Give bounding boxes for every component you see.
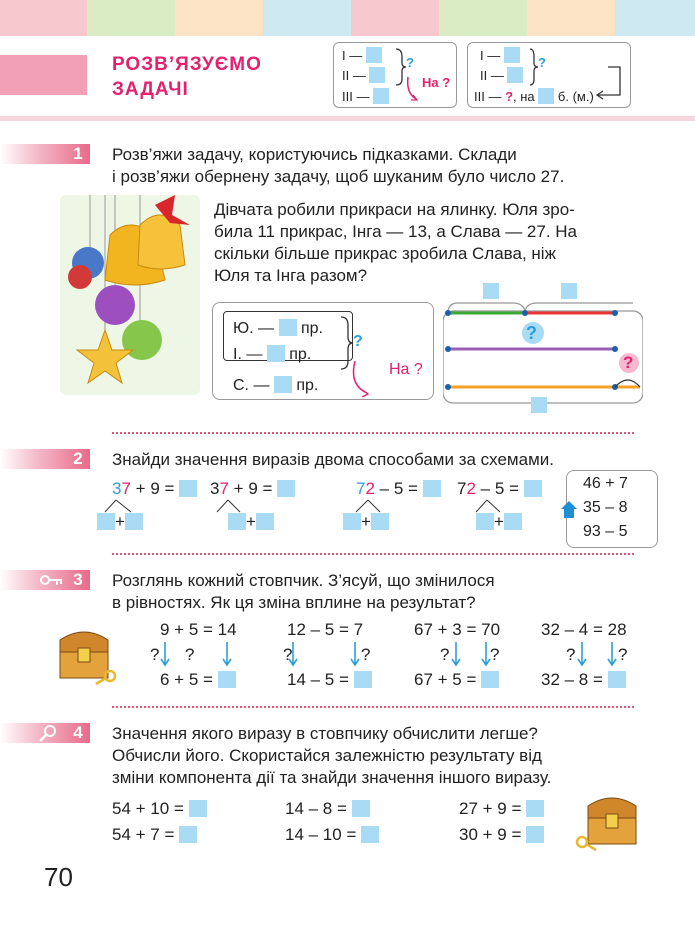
section-title	[112, 52, 262, 102]
expression-text: 6 + 5 =	[160, 670, 213, 689]
answer-box[interactable]	[179, 826, 197, 843]
column-top: 9 + 5 = 14	[160, 620, 237, 639]
problem-line: скільки більше прикрас зробила Слава, ніж	[214, 244, 556, 263]
expression-text: 30 + 9 =	[459, 825, 522, 844]
instruction-line: в рівностях. Як ця зміна вплине на результат?	[112, 593, 476, 612]
column-top: 67 + 3 = 70	[414, 620, 501, 639]
task-4-expression	[285, 799, 370, 819]
expression-text: 14 – 8 =	[285, 799, 347, 818]
scheme2-label: б. (м.)	[557, 89, 594, 104]
answer-box[interactable]	[179, 480, 197, 497]
answer-box[interactable]	[354, 671, 372, 688]
question-mark: ?	[538, 55, 546, 70]
answer-box[interactable]	[504, 513, 522, 530]
na-label: На ?	[389, 361, 423, 378]
christmas-ornaments-image	[60, 195, 200, 395]
task-1-number: 1	[73, 144, 83, 163]
problem-line: била 11 прикрас, Інга — 13, а Слава — 27. На	[214, 222, 578, 241]
top-stripe	[0, 0, 87, 36]
question-mark: ?	[440, 645, 450, 664]
answer-box[interactable]	[352, 800, 370, 817]
side-expression: 35 – 8	[583, 499, 628, 516]
digit: 2	[466, 479, 476, 498]
task-2-side-card	[566, 470, 658, 548]
answer-box[interactable]	[256, 513, 274, 530]
answer-box[interactable]	[481, 671, 499, 688]
plus-sign: +	[494, 512, 504, 531]
task-1-instruction	[112, 144, 672, 188]
question-mark: ?	[406, 55, 414, 70]
house-icon	[560, 500, 578, 520]
column-bottom	[287, 670, 372, 690]
instruction-line: зміни компонента дії та знайди значення іншого виразу.	[112, 768, 552, 787]
side-expression: 46 + 7	[583, 475, 628, 492]
task-4-instruction	[112, 723, 551, 789]
answer-box[interactable]	[608, 671, 626, 688]
scheme-row-yu	[233, 319, 323, 338]
brace-arrow-icon	[528, 47, 628, 103]
answer-box[interactable]	[507, 67, 523, 83]
task-2-expression	[210, 479, 295, 499]
expression-text: – 5 =	[379, 479, 418, 498]
answer-box[interactable]	[277, 480, 295, 497]
expression-text: 14 – 5 =	[287, 670, 349, 689]
answer-box	[561, 283, 577, 299]
digit: 7	[219, 479, 229, 498]
answer-box[interactable]	[228, 513, 246, 530]
top-stripe	[439, 0, 527, 36]
task-4-expression	[112, 799, 207, 819]
task-4-expression	[459, 825, 544, 845]
answer-box[interactable]	[274, 376, 292, 393]
header-rule	[0, 116, 695, 121]
answer-box[interactable]	[189, 800, 207, 817]
answer-box[interactable]	[373, 88, 389, 104]
plus-sign: +	[115, 512, 125, 531]
task-4-expression	[285, 825, 379, 845]
answer-box[interactable]	[125, 513, 143, 530]
scheme-row-s	[233, 376, 318, 395]
question-mark: ?	[566, 645, 576, 664]
split-boxes	[97, 512, 143, 532]
question-mark: ?	[353, 333, 363, 350]
column-bottom	[414, 670, 499, 690]
answer-box[interactable]	[361, 826, 379, 843]
section-title-line1: РОЗВ’ЯЗУЄМО	[112, 54, 262, 75]
digit: 7	[457, 479, 467, 498]
magnifier-icon	[38, 724, 60, 742]
answer-box	[531, 397, 547, 413]
digit: 2	[365, 479, 375, 498]
task-4-expression	[459, 799, 544, 819]
divider	[112, 706, 634, 708]
question-mark: ?	[490, 645, 500, 664]
scheme-card-2	[467, 42, 631, 108]
page-number: 70	[44, 862, 73, 892]
question-mark: ?	[361, 645, 371, 664]
answer-box[interactable]	[423, 480, 441, 497]
treasure-chest-image	[54, 622, 124, 686]
column-bottom	[541, 670, 626, 690]
column-top: 32 – 4 = 28	[541, 620, 627, 639]
column-bottom	[160, 670, 236, 690]
scheme-row-i	[233, 345, 311, 364]
scheme-card-1	[333, 42, 457, 108]
diagram-question-mark: ?	[623, 353, 634, 372]
digit: 7	[356, 479, 366, 498]
na-label: На ?	[422, 75, 451, 90]
scheme1-row2	[342, 67, 385, 83]
task-4-number: 4	[73, 723, 83, 742]
top-stripe	[615, 0, 695, 36]
answer-box[interactable]	[267, 345, 285, 362]
digit: 3	[210, 479, 220, 498]
task-2-expression	[457, 479, 542, 499]
question-mark: ?	[150, 645, 160, 664]
task-3-number: 3	[73, 570, 83, 589]
top-stripe	[351, 0, 439, 36]
scheme1-label: І —	[342, 48, 363, 63]
top-stripe	[527, 0, 615, 36]
answer-box[interactable]	[97, 513, 115, 530]
scheme1-label: ІІ —	[342, 68, 366, 83]
expression-text: 54 + 7 =	[112, 825, 175, 844]
divider	[112, 432, 634, 434]
answer-box[interactable]	[476, 513, 494, 530]
task-2-expression	[112, 479, 197, 499]
scheme1-row1	[342, 47, 382, 63]
instruction-line: Розглянь кожний стовпчик. З’ясуй, що змінилося	[112, 571, 495, 590]
top-stripe	[263, 0, 351, 36]
column-top: 12 – 5 = 7	[287, 620, 364, 639]
answer-box[interactable]	[524, 480, 542, 497]
answer-box[interactable]	[343, 513, 361, 530]
scheme2-label: ІІІ —	[474, 89, 502, 104]
question-mark: ?	[618, 645, 628, 664]
expression-text: + 9 =	[135, 479, 175, 498]
problem-line: Юля та Інга разом?	[214, 266, 368, 285]
answer-box[interactable]	[279, 319, 297, 336]
task-1-problem	[214, 199, 634, 287]
problem-line: Дівчата робили прикраси на ялинку. Юля зро-	[214, 200, 575, 219]
expression-text: – 5 =	[480, 479, 519, 498]
digit: 3	[112, 479, 122, 498]
plus-sign: +	[361, 512, 371, 531]
unit-label: пр.	[300, 320, 323, 337]
expression-text: 32 – 8 =	[541, 670, 603, 689]
scheme1-row3	[342, 88, 389, 104]
segment-diagram	[443, 283, 643, 415]
scheme-label: Ю. —	[233, 320, 275, 337]
scheme-label: С. —	[233, 377, 270, 394]
top-stripe	[87, 0, 175, 36]
task-1-scheme-card	[212, 302, 434, 400]
answer-box[interactable]	[218, 671, 236, 688]
divider	[112, 553, 634, 555]
answer-box[interactable]	[371, 513, 389, 530]
answer-box[interactable]	[526, 800, 544, 817]
question-mark: ?	[505, 89, 514, 104]
treasure-chest-image	[574, 790, 644, 854]
split-boxes	[343, 512, 389, 532]
unit-label: пр.	[289, 346, 312, 363]
instruction-line: Обчисли його. Скористайся залежністю результату від	[112, 746, 542, 765]
top-stripe	[175, 0, 263, 36]
task-4-expression	[112, 825, 197, 845]
instruction-line: Значення якого виразу в стовпчику обчислити легше?	[112, 724, 538, 743]
task-2-expression	[356, 479, 441, 499]
digit: 7	[121, 479, 131, 498]
answer-box[interactable]	[369, 67, 385, 83]
scheme2-row1	[480, 47, 520, 63]
down-arrows	[150, 640, 630, 668]
task-3-instruction	[112, 570, 495, 614]
brace-arrow-icon	[339, 313, 429, 397]
instruction-line: і розв’яжи обернену задачу, щоб шуканим було число 27.	[112, 167, 565, 186]
split-boxes	[228, 512, 274, 532]
answer-box[interactable]	[504, 47, 520, 63]
unit-label: пр.	[296, 377, 319, 394]
expression-text: 54 + 10 =	[112, 799, 184, 818]
scheme2-row2	[480, 67, 523, 83]
scheme2-label: ІІ —	[480, 68, 504, 83]
question-mark: ?	[283, 645, 293, 664]
task-2-number: 2	[73, 449, 83, 468]
answer-box	[483, 283, 499, 299]
header-band	[0, 55, 87, 95]
diagram-question-mark: ?	[526, 323, 537, 343]
scheme-label: І. —	[233, 346, 263, 363]
section-title-line2: ЗАДАЧІ	[112, 79, 189, 100]
expression-text: 27 + 9 =	[459, 799, 522, 818]
expression-text: + 9 =	[233, 479, 273, 498]
question-mark: ?	[185, 645, 195, 664]
plus-sign: +	[246, 512, 256, 531]
key-icon	[40, 573, 64, 587]
split-boxes	[476, 512, 522, 532]
expression-text: 67 + 5 =	[414, 670, 477, 689]
instruction-line: Розв’яжи задачу, користуючись підказками. Склади	[112, 145, 517, 164]
scheme2-label: І —	[480, 48, 501, 63]
answer-box[interactable]	[366, 47, 382, 63]
task-2-instruction: Знайди значення виразів двома способами за схемами.	[112, 450, 554, 469]
expression-text: 14 – 10 =	[285, 825, 357, 844]
scheme1-label: ІІІ —	[342, 89, 370, 104]
side-expression: 93 – 5	[583, 523, 628, 540]
scheme2-label: , на	[513, 89, 535, 104]
answer-box[interactable]	[526, 826, 544, 843]
